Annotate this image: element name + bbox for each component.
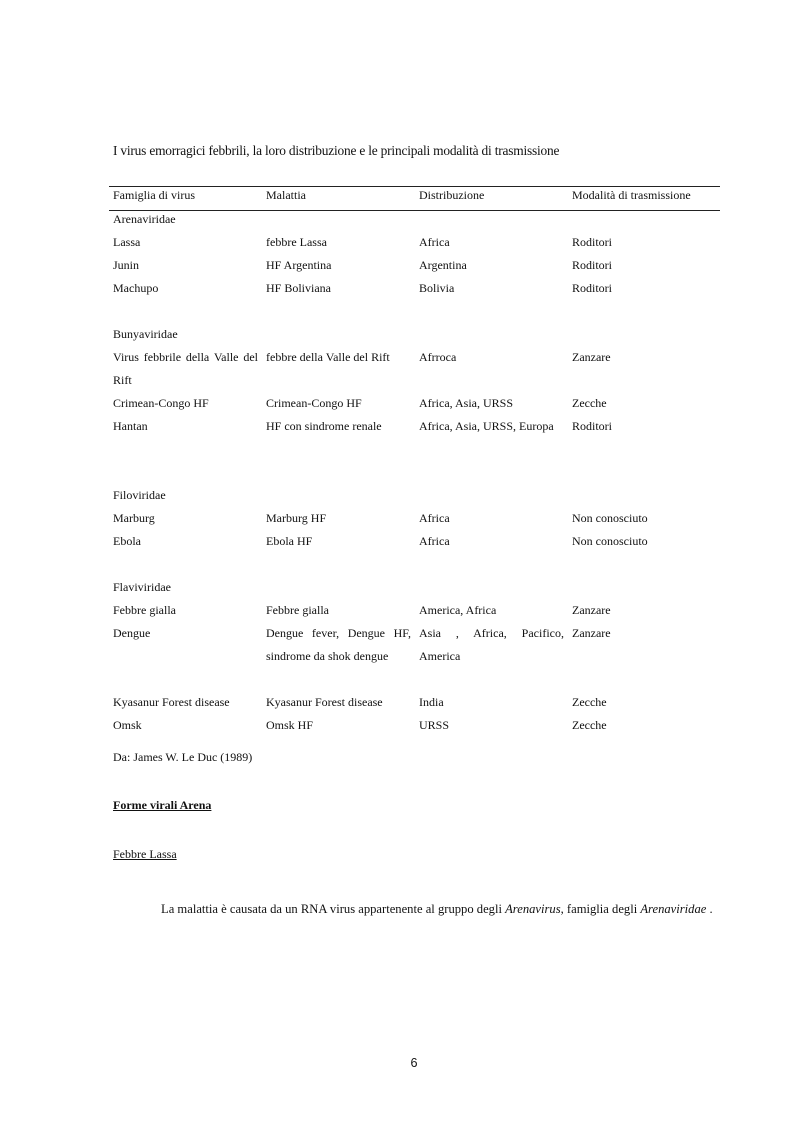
table-cell: Lassa (113, 235, 141, 249)
table-cell: Non conosciuto (572, 511, 648, 525)
paragraph-text: . (706, 902, 713, 916)
table-cell: Africa (419, 534, 450, 548)
table-cell: Afrroca (419, 350, 457, 364)
column-header: Modalità di trasmissione (572, 188, 691, 202)
paragraph-italic: Arenavirus (505, 902, 561, 916)
table-cell: Zecche (572, 718, 607, 732)
column-header: Malattia (266, 188, 306, 202)
table-title: I virus emorragici febbrili, la loro distribuzione e le principali modalità di trasmissione (113, 143, 560, 158)
column-header: Distribuzione (419, 188, 485, 202)
table-cell: Roditori (572, 258, 613, 272)
table-cell: Africa, Asia, URSS (419, 396, 513, 410)
family-heading: Arenaviridae (113, 212, 176, 226)
table-cell: Omsk HF (266, 718, 314, 732)
table-cell: HF con sindrome renale (266, 419, 382, 433)
paragraph-italic: Arenaviridae (640, 902, 707, 916)
table-cell: Argentina (419, 258, 467, 272)
table-source: Da: James W. Le Duc (1989) (113, 750, 253, 764)
table-cell: Roditori (572, 235, 613, 249)
paragraph-text: , famiglia degli (560, 902, 641, 916)
table-cell: America, Africa (419, 603, 497, 617)
table-cell: Roditori (572, 419, 613, 433)
table-cell: Asia , Africa, Pacifico, America (419, 626, 564, 663)
table-cell: Zanzare (572, 626, 611, 640)
table-cell: Crimean-Congo HF (266, 396, 362, 410)
table-cell: Zanzare (572, 350, 611, 364)
table-cell: Kyasanur Forest disease (113, 695, 230, 709)
table-cell: Crimean-Congo HF (113, 396, 209, 410)
column-header: Famiglia di virus (113, 188, 195, 202)
page-number: 6 (410, 1056, 418, 1070)
table-cell: Marburg (113, 511, 155, 525)
table-cell: febbre della Valle del Rift (266, 350, 390, 364)
table-cell: Zecche (572, 695, 607, 709)
table-cell: India (419, 695, 444, 709)
table-cell: Dengue (113, 626, 151, 640)
table-cell: Africa (419, 511, 450, 525)
paragraph-text: La malattia è causata da un RNA virus appartenente al gruppo degli (161, 902, 506, 916)
family-heading: Filoviridae (113, 488, 166, 502)
table-cell: Bolivia (419, 281, 455, 295)
table-cell: Non conosciuto (572, 534, 648, 548)
table-cell: febbre Lassa (266, 235, 327, 249)
table-cell: Zanzare (572, 603, 611, 617)
table-cell: Febbre gialla (113, 603, 176, 617)
table-cell: HF Argentina (266, 258, 332, 272)
table-cell: Roditori (572, 281, 613, 295)
family-heading: Bunyaviridae (113, 327, 178, 341)
table-cell: Zecche (572, 396, 607, 410)
table-cell: URSS (419, 718, 450, 732)
table-cell: Kyasanur Forest disease (266, 695, 383, 709)
subsection-heading: Febbre Lassa (113, 847, 177, 861)
table-cell: Virus febbrile della Valle del Rift (113, 350, 258, 387)
table-cell: Marburg HF (266, 511, 327, 525)
family-heading: Flaviviridae (113, 580, 171, 594)
table-cell: Dengue fever, Dengue HF, sindrome da shok dengue (266, 626, 411, 663)
table-cell: Ebola HF (266, 534, 313, 548)
table-cell: Hantan (113, 419, 148, 433)
table-cell: Junin (113, 258, 140, 272)
table-cell: Africa (419, 235, 450, 249)
table-cell: Omsk (113, 718, 142, 732)
section-heading: Forme virali Arena (113, 798, 212, 812)
table-cell: Africa, Asia, URSS, Europa (419, 419, 554, 433)
table-cell: HF Boliviana (266, 281, 331, 295)
table-cell: Ebola (113, 534, 141, 548)
table-cell: Febbre gialla (266, 603, 329, 617)
body-paragraph (113, 885, 714, 933)
table-cell: Machupo (113, 281, 159, 295)
